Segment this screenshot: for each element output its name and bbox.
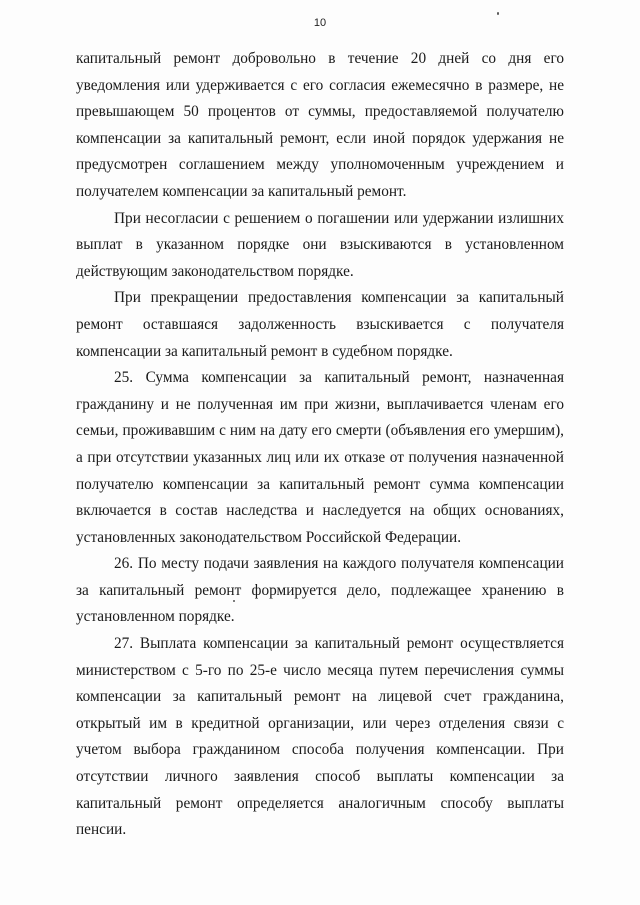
page-number: 10	[313, 17, 327, 29]
paragraph: При прекращении предоставления компенсации за капитальный ремонт оставшаяся задолженность взыскивается с получателя компенсации за капитальный ремонт в судебном порядке.	[76, 289, 564, 360]
paragraph: капитальный ремонт добровольно в течение 20 дней со дня его уведомления или удерживается с его согласия ежемесячно в размере, не превышающем 50 процентов от суммы, предоставляемой получателю компенсации за капитальный ремонт, если иной порядок удержания не предусмотрен соглашением между уполномоченным учреждением и получателем компенсации за капитальный ремонт.	[76, 50, 564, 200]
paragraph: 25. Сумма компенсации за капитальный ремонт, назначенная гражданину и не полученная им при жизни, выплачивается членам его семьи, проживавшим с ним на дату его смерти (объявления его умершим), а при отсутствии указанных лиц или их отказе от получения назначенной получателю компенсации за капитальный ремонт сумма компенсации включается в состав наследства и наследуется на общих основаниях, установленных законодательством Российской Федерации.	[76, 369, 564, 546]
paragraph: 26. По месту подачи заявления на каждого получателя компенсации за капитальный ремонт формируется дело, подлежащее хранению в установленном порядке.	[76, 555, 564, 626]
document-body	[76, 46, 564, 844]
paragraph: 27. Выплата компенсации за капитальный ремонт осуществляется министерством с 5-го по 25-е число месяца путем перечисления суммы компенсации за капитальный ремонт на лицевой счет гражданина, открытый им в кредитной организации, или через отделения связи с учетом выбора гражданином способа получения компенсации. При отсутствии личного заявления способ выплаты компенсации за капитальный ремонт определяется аналогичным способу выплаты пенсии.	[76, 635, 564, 839]
paragraph: При несогласии с решением о погашении или удержании излишних выплат в указанном порядке они взыскиваются в установленном действующим законодательством порядке.	[76, 209, 564, 280]
scan-speck	[497, 12, 499, 15]
